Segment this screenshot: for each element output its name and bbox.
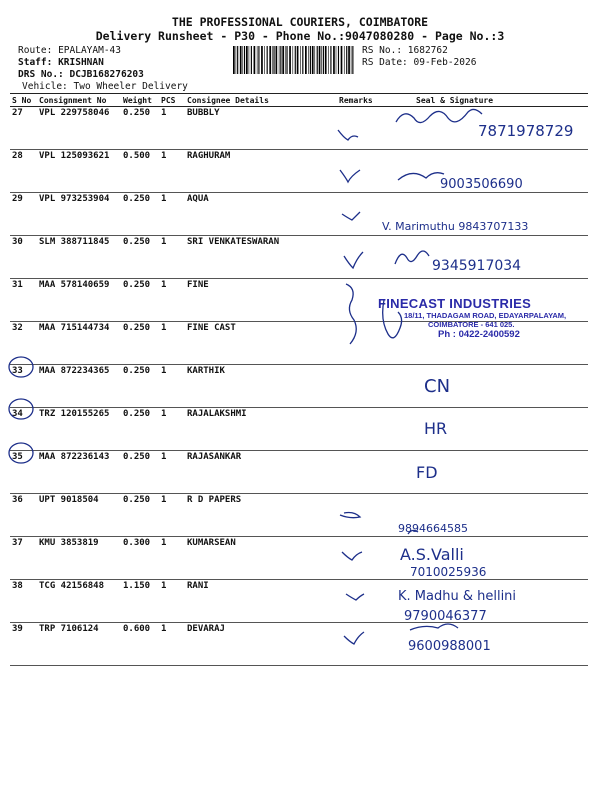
- barcode-bar: [254, 46, 256, 74]
- barcode-bar: [344, 46, 345, 74]
- handwriting-36: 9894664585: [398, 522, 468, 535]
- row-pcs: 1: [159, 150, 185, 193]
- barcode-bar: [330, 46, 331, 74]
- row-sno: 36: [10, 494, 37, 537]
- row-consignee: SRI VENKATESWARAN: [185, 236, 337, 279]
- barcode-bar: [314, 46, 315, 74]
- barcode-bar: [286, 46, 287, 74]
- table-row: [10, 580, 588, 623]
- company-name: THE PROFESSIONAL COURIERS, COIMBATORE: [171, 15, 429, 29]
- row-weight: 0.250: [121, 322, 159, 365]
- row-pcs: 1: [159, 193, 185, 236]
- row-consignment: VPL 229758046: [37, 107, 121, 150]
- row-weight: 0.250: [121, 494, 159, 537]
- barcode-bar: [319, 46, 321, 74]
- row-signature: [388, 623, 588, 666]
- stamp-address-1: 18/11, THADAGAM ROAD, EDAYARPALAYAM,: [404, 311, 567, 320]
- barcode-bar: [244, 46, 245, 74]
- barcode-bar: [289, 46, 291, 74]
- row-remarks: [337, 494, 388, 537]
- row-pcs: 1: [159, 623, 185, 666]
- rs-date-value: 09-Feb-2026: [413, 57, 477, 68]
- row-weight: 0.250: [121, 279, 159, 322]
- row-consignee: R D PAPERS: [185, 494, 337, 537]
- stamp-address-2: COIMBATORE - 641 025.: [428, 320, 515, 329]
- row-remarks: [337, 107, 388, 150]
- row-sno: 39: [10, 623, 37, 666]
- barcode-bar: [233, 46, 235, 74]
- row-pcs: 1: [159, 580, 185, 623]
- rs-no-label: RS No.:: [362, 45, 403, 56]
- handwriting-34: HR: [424, 419, 448, 438]
- row-consignment: KMU 3853819: [37, 537, 121, 580]
- row-remarks: [337, 580, 388, 623]
- table-row: [10, 107, 588, 150]
- row-sno: 30: [10, 236, 37, 279]
- row-remarks: [337, 537, 388, 580]
- row-sno: 34: [10, 408, 37, 451]
- row-signature: [388, 107, 588, 150]
- barcode-bar: [325, 46, 327, 74]
- barcode-bar: [273, 46, 274, 74]
- vehicle-value: Two Wheeler Delivery: [73, 81, 188, 92]
- row-consignee: RANI: [185, 580, 337, 623]
- col-weight: Weight: [121, 94, 159, 107]
- barcode-bar: [351, 46, 352, 74]
- handwriting-35: FD: [416, 463, 438, 482]
- handwriting-39: 9600988001: [408, 639, 491, 654]
- row-sno: 32: [10, 322, 37, 365]
- vehicle-line: [22, 81, 188, 92]
- row-remarks: [337, 365, 388, 408]
- handwriting-37-phone: 7010025936: [410, 565, 487, 579]
- row-remarks: [337, 236, 388, 279]
- row-pcs: 1: [159, 107, 185, 150]
- route-label: Route:: [18, 45, 53, 56]
- row-weight: 0.250: [121, 408, 159, 451]
- row-signature: [388, 365, 588, 408]
- row-sno: 35: [10, 451, 37, 494]
- barcode-bar: [308, 46, 309, 74]
- row-remarks: [337, 623, 388, 666]
- row-consignee: KARTHIK: [185, 365, 337, 408]
- barcode-bar: [310, 46, 311, 74]
- barcode-bar: [261, 46, 263, 74]
- row-pcs: 1: [159, 408, 185, 451]
- row-consignment: MAA 578140659: [37, 279, 121, 322]
- barcode-bar: [242, 46, 243, 74]
- barcode-bar: [302, 46, 303, 74]
- row-weight: 0.600: [121, 623, 159, 666]
- row-consignee: RAGHURAM: [185, 150, 337, 193]
- barcode-bar: [276, 46, 278, 74]
- barcode-bar: [341, 46, 343, 74]
- barcode-bar: [352, 46, 353, 74]
- col-pcs: PCS: [159, 94, 185, 107]
- vehicle-label: Vehicle:: [22, 81, 68, 92]
- barcode-bar: [297, 46, 299, 74]
- staff-value: KRISHNAN: [58, 57, 104, 68]
- col-remarks: Remarks: [337, 94, 388, 107]
- handwriting-37-name: A.S.Valli: [400, 545, 464, 564]
- handwriting-28: 9003506690: [440, 177, 523, 192]
- row-consignee: AQUA: [185, 193, 337, 236]
- row-pcs: 1: [159, 537, 185, 580]
- barcode-bar: [249, 46, 250, 74]
- route-value: EPALAYAM-43: [58, 45, 121, 56]
- table-row: [10, 451, 588, 494]
- rs-date-label: RS Date:: [362, 57, 408, 68]
- row-consignment: MAA 872236143: [37, 451, 121, 494]
- table-row: [10, 193, 588, 236]
- row-consignee: FINE CAST: [185, 322, 337, 365]
- col-sno: S No: [10, 94, 37, 107]
- barcode-bar: [251, 46, 252, 74]
- route-line: [18, 45, 121, 56]
- table-header-row: [10, 94, 588, 107]
- barcode-bar: [280, 46, 281, 74]
- barcode-bar: [323, 46, 324, 74]
- row-sno: 27: [10, 107, 37, 150]
- row-consignee: BUBBLY: [185, 107, 337, 150]
- row-consignment: VPL 125093621: [37, 150, 121, 193]
- row-sno: 38: [10, 580, 37, 623]
- row-remarks: [337, 451, 388, 494]
- barcode-bar: [264, 46, 265, 74]
- row-weight: 0.250: [121, 365, 159, 408]
- row-remarks: [337, 193, 388, 236]
- row-weight: 0.250: [121, 107, 159, 150]
- barcode-bar: [246, 46, 248, 74]
- handwriting-29: V. Marimuthu 9843707133: [382, 220, 529, 233]
- row-sno: 33: [10, 365, 37, 408]
- barcode-bar: [300, 46, 301, 74]
- runsheet-title: Delivery Runsheet - P30 - Phone No.:9047080280 - Page No.:3: [95, 29, 505, 43]
- row-weight: 1.150: [121, 580, 159, 623]
- row-consignment: UPT 9018504: [37, 494, 121, 537]
- handwriting-38-name: K. Madhu & hellini: [398, 589, 517, 604]
- row-consignee: RAJASANKAR: [185, 451, 337, 494]
- row-pcs: 1: [159, 365, 185, 408]
- row-consignment: TRZ 120155265: [37, 408, 121, 451]
- staff-label: Staff:: [18, 57, 53, 68]
- row-pcs: 1: [159, 322, 185, 365]
- stamp-name: FINECAST INDUSTRIES: [378, 296, 532, 311]
- stamp-phone: Ph : 0422-2400592: [438, 329, 520, 340]
- row-signature: [388, 494, 588, 537]
- barcode-bar: [295, 46, 296, 74]
- row-weight: 0.250: [121, 236, 159, 279]
- row-consignee: RAJALAKSHMI: [185, 408, 337, 451]
- row-sno: 31: [10, 279, 37, 322]
- row-consignment: SLM 388711845: [37, 236, 121, 279]
- row-weight: 0.250: [121, 451, 159, 494]
- col-signature: Seal & Signature: [388, 94, 588, 107]
- barcode-bar: [317, 46, 318, 74]
- row-remarks: [337, 408, 388, 451]
- table-row: [10, 365, 588, 408]
- row-consignment: MAA 872234365: [37, 365, 121, 408]
- rs-date-line: [362, 57, 476, 68]
- drs-line: [18, 69, 144, 80]
- barcode-bar: [236, 46, 237, 74]
- row-signature: [388, 150, 588, 193]
- barcode-bar: [267, 46, 268, 74]
- row-remarks: [337, 150, 388, 193]
- handwriting-27: 7871978729: [478, 122, 574, 140]
- col-consignment: Consignment No: [37, 94, 121, 107]
- barcode-bar: [333, 46, 335, 74]
- row-weight: 0.250: [121, 193, 159, 236]
- handwriting-33: CN: [424, 376, 451, 397]
- barcode-bar: [346, 46, 347, 74]
- row-consignment: TCG 42156848: [37, 580, 121, 623]
- barcode-bar: [336, 46, 337, 74]
- row-weight: 0.300: [121, 537, 159, 580]
- rs-no-value: 1682762: [407, 45, 448, 56]
- row-sno: 37: [10, 537, 37, 580]
- row-pcs: 1: [159, 494, 185, 537]
- barcode-bar: [258, 46, 259, 74]
- row-pcs: 1: [159, 279, 185, 322]
- barcode-bar: [293, 46, 294, 74]
- barcode-bar: [285, 46, 286, 74]
- table-row: [10, 408, 588, 451]
- barcode-bar: [348, 46, 350, 74]
- table-row: [10, 537, 588, 580]
- table-row: [10, 150, 588, 193]
- drs-label: DRS No.:: [18, 69, 64, 80]
- row-signature: [388, 451, 588, 494]
- row-consignee: DEVARAJ: [185, 623, 337, 666]
- table-row: [10, 623, 588, 666]
- row-signature: [388, 408, 588, 451]
- company-stamp: [378, 296, 574, 340]
- handwriting-30: 9345917034: [432, 258, 522, 274]
- barcode-bar: [328, 46, 329, 74]
- col-consignee: Consignee Details: [185, 94, 337, 107]
- barcode-bar: [338, 46, 339, 74]
- barcode-bar: [272, 46, 273, 74]
- barcode-bar: [279, 46, 280, 74]
- row-signature: [388, 537, 588, 580]
- consignment-table: [10, 93, 588, 666]
- row-sno: 28: [10, 150, 37, 193]
- barcode-bar: [269, 46, 271, 74]
- row-weight: 0.500: [121, 150, 159, 193]
- barcode-bar: [282, 46, 284, 74]
- row-signature: [388, 193, 588, 236]
- handwriting-38-phone: 9790046377: [404, 609, 487, 624]
- rs-no-line: [362, 45, 448, 56]
- staff-line: [18, 57, 104, 68]
- table-row: [10, 236, 588, 279]
- row-consignment: VPL 973253904: [37, 193, 121, 236]
- barcode-bar: [321, 46, 322, 74]
- row-signature: [388, 236, 588, 279]
- row-signature: [388, 580, 588, 623]
- row-pcs: 1: [159, 236, 185, 279]
- row-pcs: 1: [159, 451, 185, 494]
- row-sno: 29: [10, 193, 37, 236]
- barcode: [232, 46, 356, 74]
- row-consignment: TRP 7106124: [37, 623, 121, 666]
- row-consignee: KUMARSEAN: [185, 537, 337, 580]
- barcode-bar: [257, 46, 258, 74]
- barcode-bar: [240, 46, 242, 74]
- row-consignee: FINE: [185, 279, 337, 322]
- table-row: [10, 494, 588, 537]
- barcode-bar: [305, 46, 307, 74]
- row-consignment: MAA 715144734: [37, 322, 121, 365]
- barcode-bar: [312, 46, 314, 74]
- drs-value: DCJB168276203: [69, 69, 144, 80]
- barcode-bar: [237, 46, 238, 74]
